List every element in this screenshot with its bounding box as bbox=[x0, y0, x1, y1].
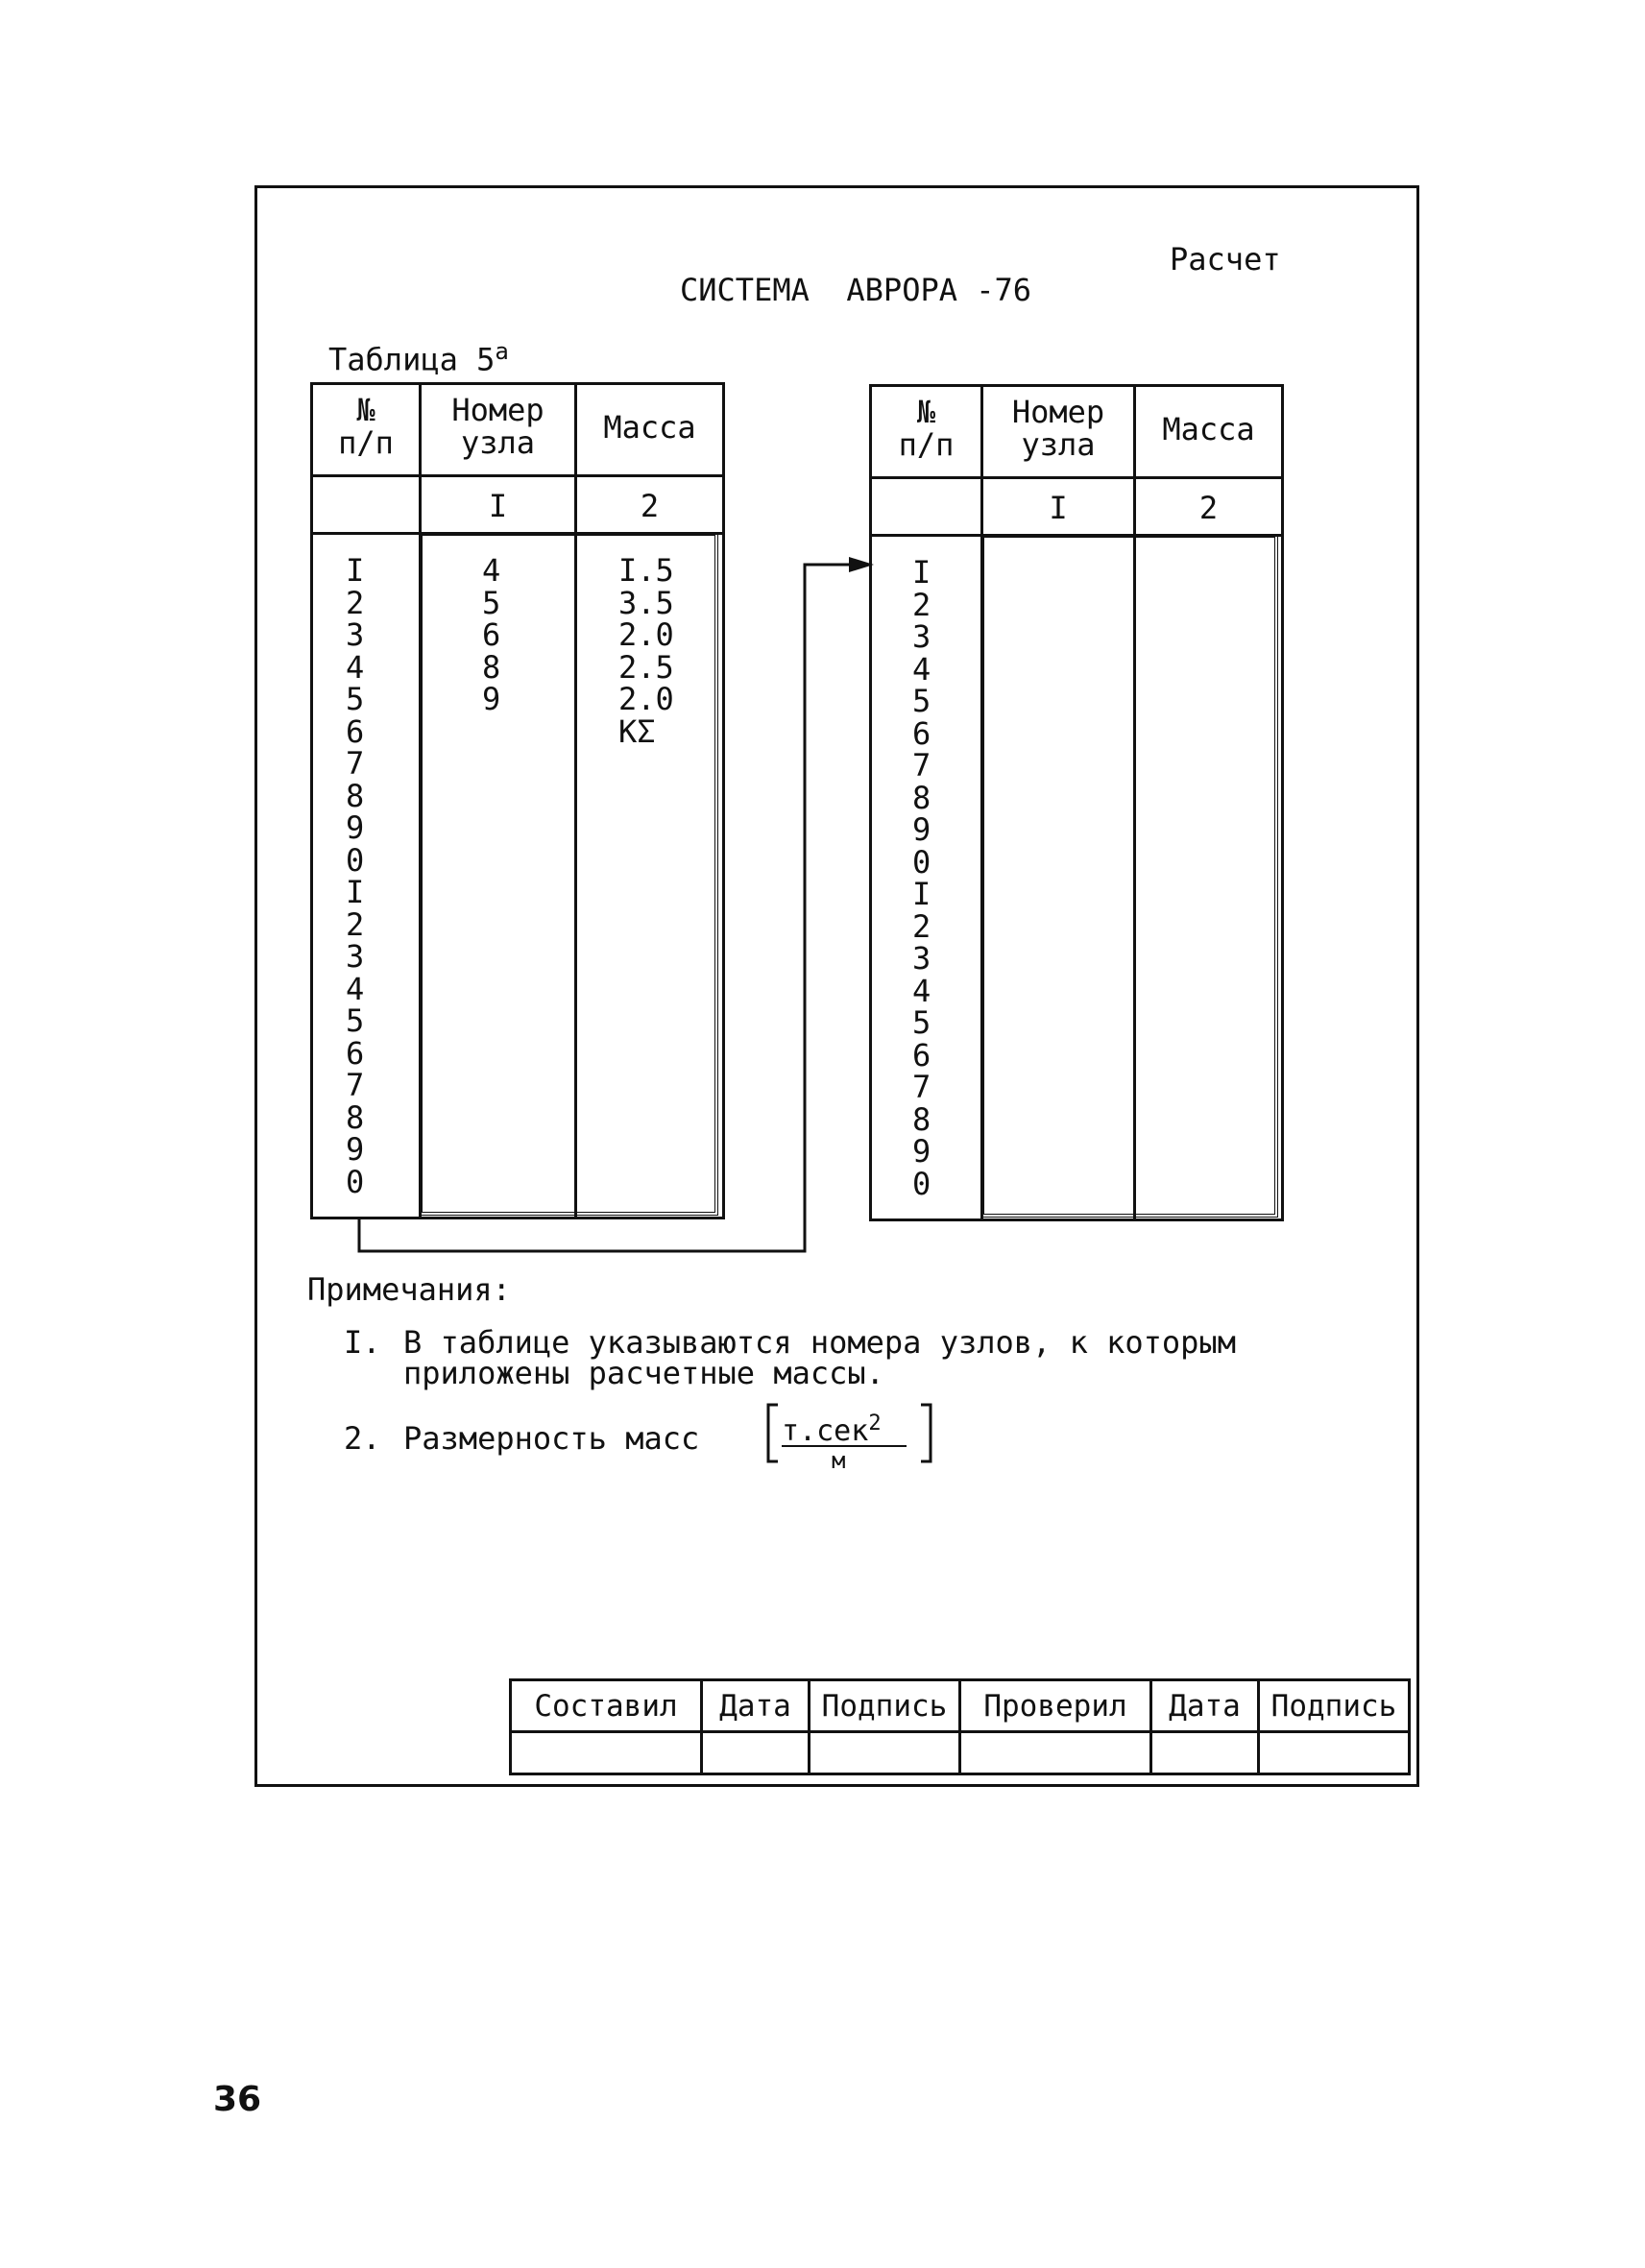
sig-cell-date-2 bbox=[1151, 1732, 1259, 1774]
right-row-number: I bbox=[912, 554, 931, 591]
note1-line2: приложены расчетные массы. bbox=[403, 1355, 884, 1391]
left-row-number: 4 bbox=[346, 648, 365, 686]
left-row-number: 6 bbox=[346, 1034, 365, 1072]
right-row-number: 5 bbox=[912, 1004, 931, 1041]
right-row-number: 3 bbox=[912, 940, 931, 977]
sig-cell-signature-1 bbox=[810, 1732, 960, 1774]
left-row-number: 6 bbox=[346, 712, 365, 750]
note1-number: I. bbox=[344, 1324, 381, 1361]
left-mass-value: I.5 bbox=[618, 552, 674, 589]
sig-header-date-2: Дата bbox=[1151, 1680, 1259, 1732]
right-row-number: 0 bbox=[912, 1165, 931, 1202]
left-node-value: 5 bbox=[482, 584, 501, 621]
sig-header-checked: Проверил bbox=[960, 1680, 1151, 1732]
right-row-number: 0 bbox=[912, 843, 931, 881]
left-row-number: 2 bbox=[346, 584, 365, 621]
left-row-number: 0 bbox=[346, 841, 365, 879]
right-row-number: 6 bbox=[912, 1036, 931, 1074]
note2-number: 2. bbox=[344, 1420, 381, 1457]
left-mass-value: КΣ bbox=[618, 712, 656, 750]
unit-numerator: т.сек$^2$ bbox=[782, 1411, 882, 1448]
sig-header-signature-1: Подпись bbox=[810, 1680, 960, 1732]
left-row-number: I bbox=[346, 552, 365, 589]
left-header-node: Номер узла bbox=[451, 392, 544, 461]
right-row-number: 9 bbox=[912, 811, 931, 848]
left-node-value: 4 bbox=[482, 552, 501, 589]
left-row-number: 9 bbox=[346, 809, 365, 846]
left-header-num: № п/п bbox=[338, 392, 394, 461]
left-row-number: 0 bbox=[346, 1163, 365, 1200]
calc-label: Расчет bbox=[1170, 241, 1281, 277]
unit-denominator: м bbox=[832, 1447, 846, 1474]
sig-cell-checked bbox=[960, 1732, 1151, 1774]
right-row-number: 8 bbox=[912, 1100, 931, 1138]
left-subheader-mass: 2 bbox=[640, 488, 660, 524]
table-caption: Таблица $5^а$ bbox=[328, 338, 509, 378]
sig-header-date-1: Дата bbox=[702, 1680, 810, 1732]
left-header-mass: Масса bbox=[603, 409, 696, 446]
right-header-node: Номер узла bbox=[1011, 394, 1105, 463]
right-row-number: 9 bbox=[912, 1133, 931, 1170]
left-node-value: 9 bbox=[482, 681, 501, 717]
left-row-number: 2 bbox=[346, 905, 365, 943]
left-mass-value: 2.0 bbox=[618, 681, 674, 717]
right-row-number: 4 bbox=[912, 650, 931, 688]
left-mass-value: 2.5 bbox=[618, 648, 674, 686]
signature-table bbox=[509, 1678, 1411, 1775]
left-mass-value: 3.5 bbox=[618, 584, 674, 621]
notes-title: Примечания: bbox=[307, 1271, 511, 1308]
right-row-number: 5 bbox=[912, 683, 931, 719]
left-row-number: 5 bbox=[346, 681, 365, 717]
sig-cell-signature-2 bbox=[1259, 1732, 1410, 1774]
system-title: СИСТЕМА АВРОРА -76 bbox=[680, 272, 1032, 308]
left-row-number: 3 bbox=[346, 616, 365, 653]
right-header-num: № п/п bbox=[898, 394, 955, 463]
left-row-number: I bbox=[346, 874, 365, 910]
right-row-number: 6 bbox=[912, 714, 931, 752]
left-row-number: 5 bbox=[346, 1002, 365, 1039]
right-row-number: 2 bbox=[912, 907, 931, 945]
sig-cell-date-1 bbox=[702, 1732, 810, 1774]
sig-cell-compiled bbox=[511, 1732, 702, 1774]
right-row-number: I bbox=[912, 876, 931, 912]
left-row-number: 7 bbox=[346, 745, 365, 782]
left-node-value: 6 bbox=[482, 616, 501, 653]
left-node-value: 8 bbox=[482, 648, 501, 686]
right-row-number: 7 bbox=[912, 1069, 931, 1105]
right-subheader-mass: 2 bbox=[1198, 490, 1219, 526]
left-row-number: 8 bbox=[346, 1098, 365, 1136]
right-header-mass: Масса bbox=[1162, 411, 1255, 447]
note1-line1: В таблице указываются номера узлов, к которым bbox=[403, 1324, 1236, 1361]
sig-header-signature-2: Подпись bbox=[1259, 1680, 1410, 1732]
right-row-number: 3 bbox=[912, 618, 931, 655]
left-row-number: 7 bbox=[346, 1067, 365, 1103]
right-row-number: 7 bbox=[912, 747, 931, 784]
left-row-number: 3 bbox=[346, 938, 365, 975]
right-row-number: 2 bbox=[912, 586, 931, 623]
left-row-number: 9 bbox=[346, 1131, 365, 1168]
left-mass-value: 2.0 bbox=[618, 616, 674, 653]
left-row-number: 8 bbox=[346, 777, 365, 814]
sig-header-compiled: Составил bbox=[511, 1680, 702, 1732]
note2-text: Размерность масс bbox=[403, 1420, 700, 1457]
page-number: 36 bbox=[213, 2080, 262, 2119]
right-row-number: 8 bbox=[912, 779, 931, 816]
left-subheader-node: I bbox=[488, 488, 508, 524]
right-subheader-node: I bbox=[1049, 490, 1068, 526]
left-row-number: 4 bbox=[346, 970, 365, 1007]
right-row-number: 4 bbox=[912, 972, 931, 1009]
